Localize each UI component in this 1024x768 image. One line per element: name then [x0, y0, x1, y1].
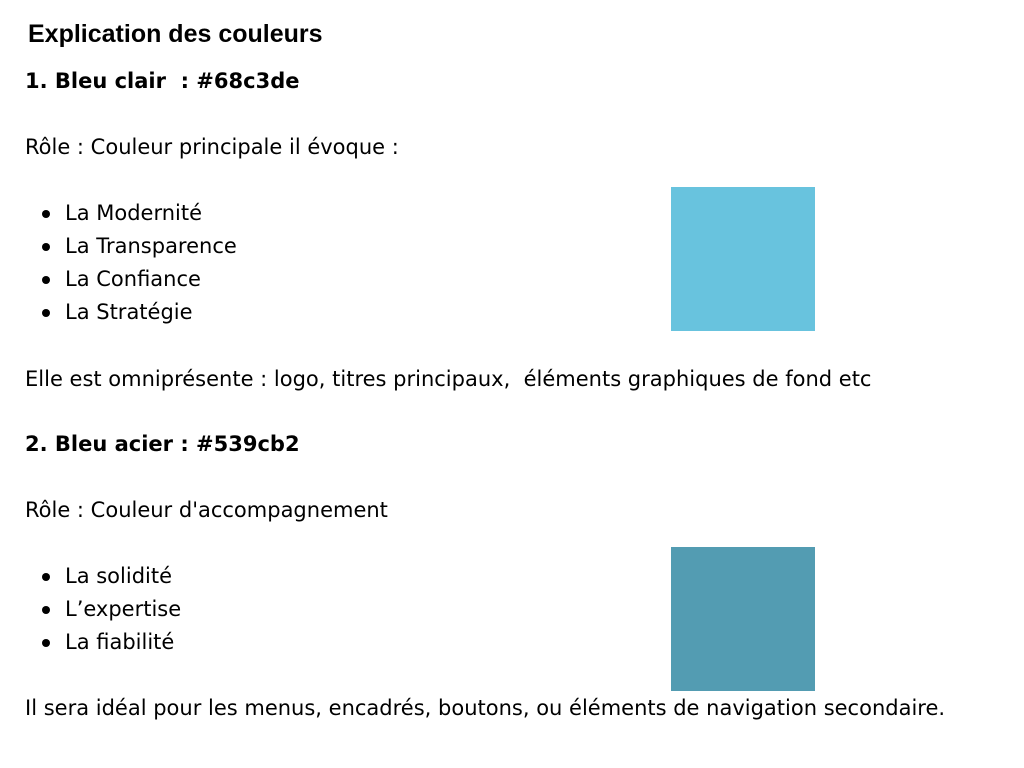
list-item: L’expertise [65, 593, 181, 626]
list-item: La Transparence [65, 230, 237, 263]
color-2-swatch [671, 547, 815, 691]
color-1-swatch [671, 187, 815, 331]
color-1-usage: Elle est omniprésente : logo, titres principaux, éléments graphiques de fond etc [25, 367, 872, 391]
color-1-qualities-list [65, 197, 237, 329]
list-item: La fiabilité [65, 626, 181, 659]
list-item: La Stratégie [65, 296, 237, 329]
color-2-heading: 2. Bleu acier : #539cb2 [25, 432, 300, 456]
color-2-qualities-list [65, 560, 181, 659]
color-1-heading: 1. Bleu clair : #68c3de [25, 69, 300, 93]
page-title: Explication des couleurs [28, 20, 323, 48]
list-item: La Confiance [65, 263, 237, 296]
list-item: La solidité [65, 560, 181, 593]
color-2-role: Rôle : Couleur d'accompagnement [25, 498, 388, 522]
color-2-usage: Il sera idéal pour les menus, encadrés, boutons, ou éléments de navigation secondaire. [25, 696, 946, 720]
list-item: La Modernité [65, 197, 237, 230]
color-1-role: Rôle : Couleur principale il évoque : [25, 135, 399, 159]
